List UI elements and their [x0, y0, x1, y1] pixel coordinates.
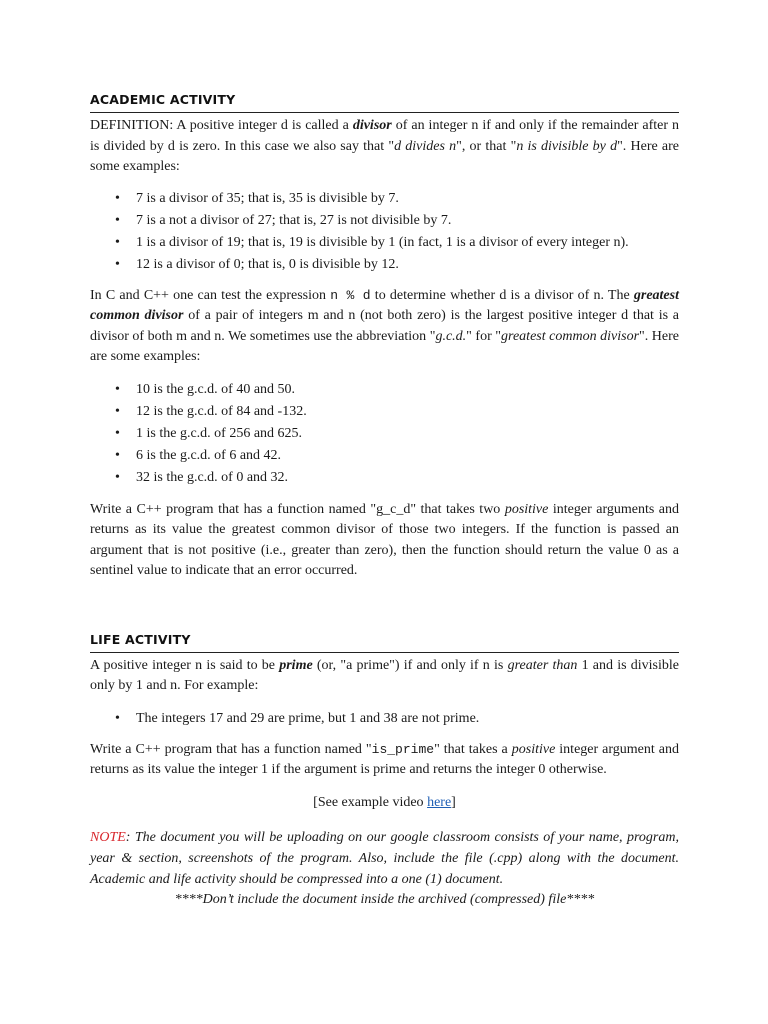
list-item: • 10 is the g.c.d. of 40 and 50.	[90, 379, 679, 401]
gcd-term: greatest common divisor	[90, 287, 679, 323]
list-item: • 12 is a divisor of 0; that is, 0 is divisible by 12.	[90, 254, 679, 276]
document-content	[90, 92, 679, 910]
list-item: • 32 is the g.c.d. of 0 and 32.	[90, 467, 679, 489]
list-item: • The integers 17 and 29 are prime, but 1 and 38 are not prime.	[90, 708, 679, 730]
gcd-examples-list	[90, 379, 679, 489]
prime-task: Write a C++ program that has a function named "is_prime" that takes a positive integer argument and returns as its value the integer 1 if the argument is prime and returns the integer 0 otherwise.	[90, 741, 679, 777]
academic-activity-heading: ACADEMIC ACTIVITY	[90, 92, 679, 113]
gcd-definition: In C and C++ one can test the expression n % d to determine whether d is a divisor of n. The greatest common divisor of a pair of integers m and n (not both zero) is the largest positive integer d that is a divisor of both m and n. We sometimes use the abbreviation "g.c.d." for "greatest common divisor". Here are some examples:	[90, 287, 680, 364]
prime-examples-list	[90, 708, 679, 730]
is-prime-code: is_prime	[371, 741, 435, 757]
example-video-link[interactable]: here	[427, 794, 452, 810]
list-item: • 7 is a divisor of 35; that is, 35 is divisible by 7.	[90, 188, 679, 210]
prime-definition: A positive integer n is said to be prime (or, "a prime") if and only if n is greater than 1 and is divisible only by 1 and n. For example:	[90, 657, 679, 693]
gcd-task: Write a C++ program that has a function named "g_c_d" that takes two positive integer arguments and returns as its value the greatest common divisor of those two integers. If the function is passed an argument that is not positive (i.e., greater than zero), then the function should return the value 0 as a sentinel value to indicate that an error occurred.	[90, 501, 680, 578]
list-item: • 6 is the g.c.d. of 6 and 42.	[90, 445, 679, 467]
divisor-term: divisor	[352, 118, 392, 133]
prime-term: prime	[279, 657, 313, 673]
note-label: NOTE	[90, 829, 126, 845]
list-item: • 7 is a not a divisor of 27; that is, 27 is not divisible by 7.	[90, 210, 679, 232]
example-video-line: [See example video here]	[313, 794, 456, 810]
life-activity-heading: LIFE ACTIVITY	[90, 632, 679, 653]
list-item: • 1 is a divisor of 19; that is, 19 is divisible by 1 (in fact, 1 is a divisor of every integer n).	[90, 232, 679, 254]
modulo-expression: n % d	[330, 287, 371, 303]
divisor-definition: DEFINITION: A positive integer d is called a divisor of an integer n if and only if the remainder after n is divided by d is zero. In this case we also say that "d divides n", or that "n is divisible by d". Here are some examples:	[90, 118, 679, 174]
note-footer: ****Don’t include the document inside the archived (compressed) file****	[174, 891, 595, 907]
divisor-examples-list	[90, 188, 679, 276]
list-item: • 1 is the g.c.d. of 256 and 625.	[90, 423, 679, 445]
list-item: • 12 is the g.c.d. of 84 and -132.	[90, 401, 679, 423]
note-paragraph: NOTE: The document you will be uploading on our google classroom consists of your name, program, year & section, screenshots of the program. Also, include the file (.cpp) along with the document. Academic and life activity should be compressed into a one (1) document.	[90, 829, 679, 887]
